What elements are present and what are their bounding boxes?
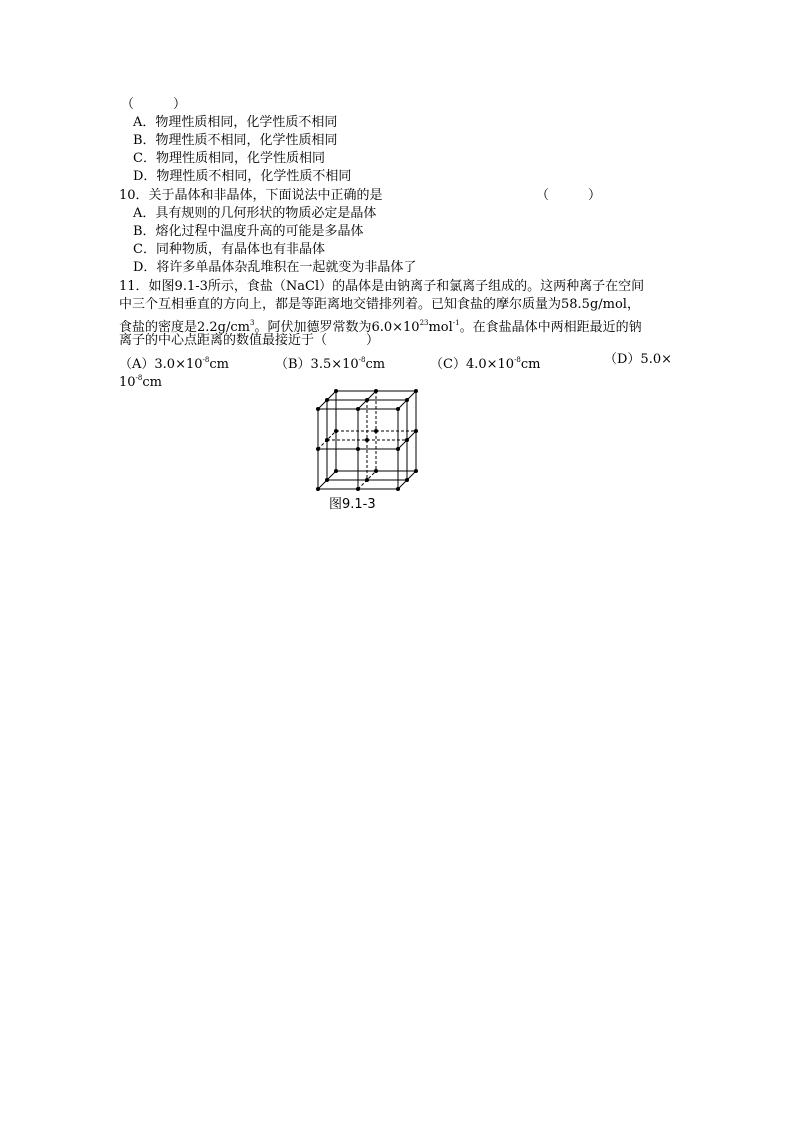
q11-line3-mol: mol xyxy=(428,320,453,335)
q11-option-a-exp: -8 xyxy=(202,356,210,364)
q11-line3-sup-3: 3 xyxy=(249,319,255,327)
q11-option-b-exp: -8 xyxy=(358,356,366,364)
q11-option-a-unit: cm xyxy=(209,357,229,372)
q9-option-b: B．物理性质不相同，化学性质相同 xyxy=(133,133,338,148)
q10-option-d: D．将许多单晶体杂乱堆积在一起就变为非晶体了 xyxy=(133,260,417,275)
q11-option-c-unit: cm xyxy=(520,357,541,372)
q11-option-d-exp: -8 xyxy=(135,374,143,382)
q11-line3-sup-23: 23 xyxy=(419,319,429,327)
q11-stem-line1: 11．如图9.1-3所示，食盐（NaCl）的晶体是由钠离子和氯离子组成的。这两种离子在空间 xyxy=(119,279,645,294)
q9-option-d: D．物理性质不相同，化学性质不相同 xyxy=(133,169,352,184)
q11-option-b xyxy=(275,351,385,374)
q9-option-c: C．物理性质相同，化学性质相同 xyxy=(133,151,325,166)
q10-stem: 10．关于晶体和非晶体，下面说法中正确的是 xyxy=(119,188,383,203)
q10-option-a: A．具有规则的几何形状的物质必定是晶体 xyxy=(133,206,377,221)
q11-option-d-continued xyxy=(119,369,162,392)
q9-answer-paren: （ ） xyxy=(121,97,187,112)
q11-option-d-unit: cm xyxy=(142,375,162,390)
q11-line3-tail: 。在食盐晶体中两相距最近的钠 xyxy=(459,320,642,335)
q11-line3-density: 食盐的密度是2.2g/cm xyxy=(119,320,250,335)
q10-option-b: B．熔化过程中温度升高的可能是多晶体 xyxy=(133,224,364,239)
q11-stem-line2: 中三个互相垂直的方向上，都是等距离地交错排列着。已知食盐的摩尔质量为58.5g/mol， xyxy=(119,297,640,312)
q11-line3-avogadro: 。阿伏加德罗常数为6.0×10 xyxy=(254,320,420,335)
q11-option-d xyxy=(604,351,672,369)
nacl-lattice-figure xyxy=(310,383,425,495)
q11-option-d-base: 10 xyxy=(119,375,136,390)
q11-option-d-value: （D）5.0× xyxy=(604,352,672,367)
q9-option-a: A．物理性质相同，化学性质不相同 xyxy=(133,115,338,130)
q10-answer-paren: （ ） xyxy=(536,188,602,203)
q11-option-c-exp: -8 xyxy=(514,356,521,364)
q11-option-a-value: （A）3.0×10 xyxy=(119,357,203,372)
q11-option-c xyxy=(430,351,541,374)
q10-option-c: C．同种物质，有晶体也有非晶体 xyxy=(133,242,325,257)
q11-line3-sup-neg1: -1 xyxy=(452,319,460,327)
q11-option-b-unit: cm xyxy=(365,357,386,372)
figure-caption: 图9.1-3 xyxy=(329,497,376,512)
q11-option-b-value: （B）3.5×10 xyxy=(275,357,359,372)
q11-option-c-value: （C）4.0×10 xyxy=(430,357,515,372)
q11-stem-line4: 离子的中心点距离的数值最接近于（ ） xyxy=(119,333,380,348)
